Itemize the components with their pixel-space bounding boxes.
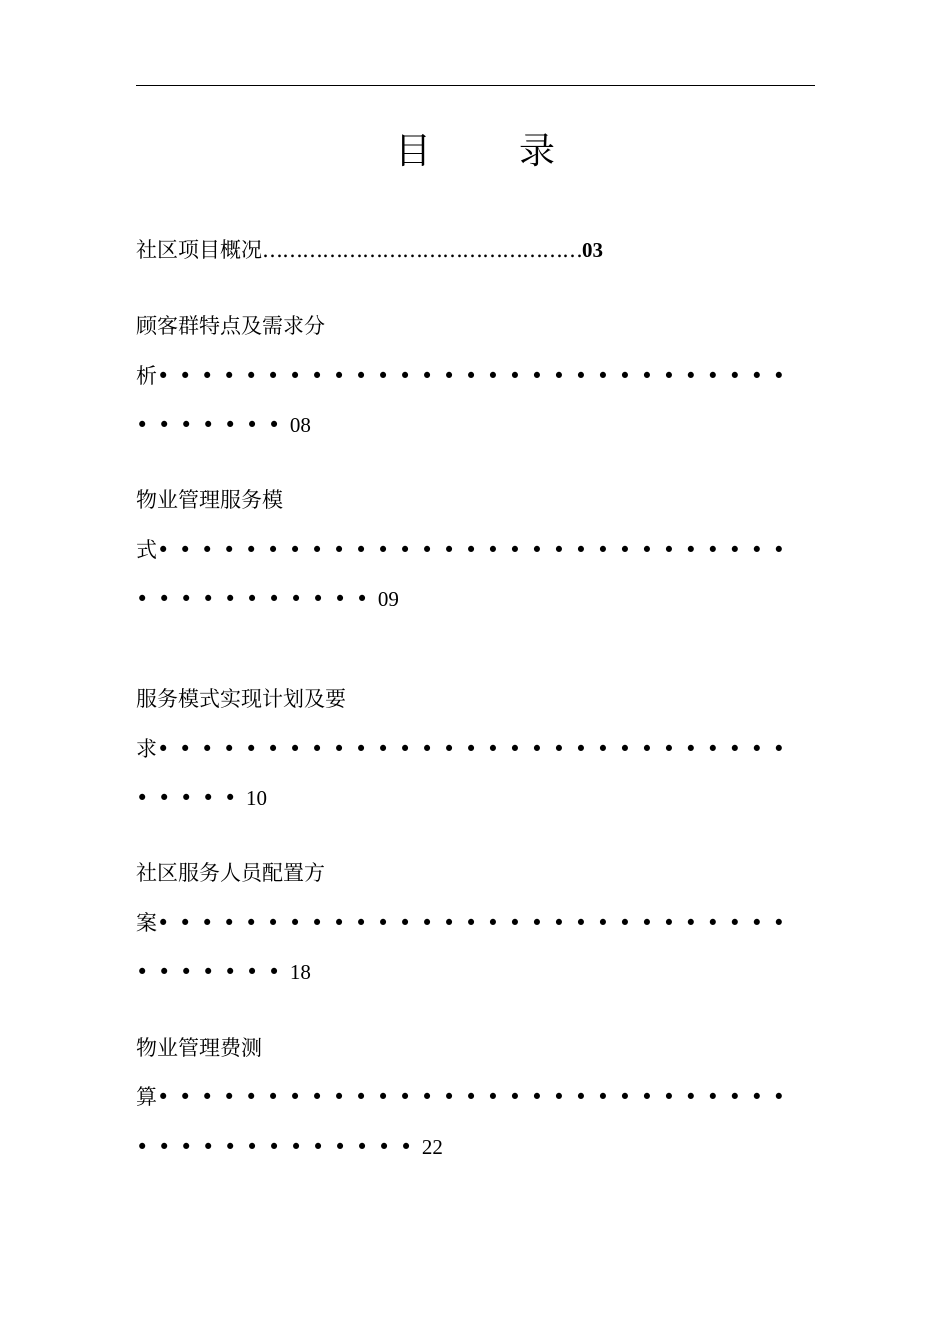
toc-title <box>0 128 950 176</box>
toc-entry-5-char: 案 <box>136 911 157 935</box>
toc-entry-2-char: 析 <box>136 364 157 388</box>
toc-entry-1-page: 03 <box>582 238 603 262</box>
toc-entry-6-dots-a: ••••••••••••••••••••••••••••• <box>157 1085 795 1109</box>
toc-entry-2-heading[interactable]: 顾客群特点及需求分 <box>136 314 325 338</box>
toc-title-char-1: 目 <box>394 131 431 172</box>
toc-entry-5-line-2 <box>136 909 795 937</box>
toc-entry-2-dots-a: ••••••••••••••••••••••••••••• <box>157 364 795 388</box>
toc-entry-4-line-2 <box>136 735 795 763</box>
toc-entry-3-dots-a: ••••••••••••••••••••••••••••• <box>157 538 795 562</box>
toc-entry-2-dots-b: ••••••• <box>136 413 290 437</box>
toc-entry-6-page: 22 <box>421 1135 443 1159</box>
toc-entry-2-line-3 <box>136 411 311 439</box>
toc-entry-3-dots-b: ••••••••••• <box>136 587 378 611</box>
toc-entry-4-dots-a: ••••••••••••••••••••••••••••• <box>157 737 795 761</box>
toc-entry-5-dots-b: ••••••• <box>136 960 290 984</box>
toc-title-char-2: 录 <box>519 131 556 172</box>
toc-entry-5-dots-a: ••••••••••••••••••••••••••••• <box>157 911 795 935</box>
toc-entry-3-heading[interactable]: 物业管理服务模 <box>136 488 283 512</box>
toc-entry-5-heading[interactable]: 社区服务人员配置方 <box>136 861 325 885</box>
toc-entry-4-heading[interactable]: 服务模式实现计划及要 <box>136 687 346 711</box>
toc-entry-4-char: 求 <box>136 737 157 761</box>
toc-entry-6-line-3 <box>136 1133 443 1161</box>
toc-entry-3-line-3 <box>136 585 399 613</box>
toc-entry-1-heading: 社区项目概况 <box>136 238 262 262</box>
toc-entry-6-heading[interactable]: 物业管理费测 <box>136 1036 262 1060</box>
toc-entry-3-char: 式 <box>136 538 157 562</box>
toc-entry-1[interactable] <box>136 236 603 264</box>
toc-entry-4-line-3 <box>136 784 267 812</box>
header-rule <box>136 85 815 86</box>
toc-entry-1-leader: ………………………………………… <box>262 238 582 262</box>
toc-entry-3-page: 09 <box>377 587 399 611</box>
toc-entry-5-line-3 <box>136 958 311 986</box>
toc-entry-4-dots-b: ••••• <box>136 786 246 810</box>
toc-entry-5-page: 18 <box>289 960 311 984</box>
toc-entry-4-page: 10 <box>245 786 267 810</box>
toc-entry-3-line-2 <box>136 536 795 564</box>
toc-entry-6-line-2 <box>136 1083 795 1111</box>
toc-entry-6-dots-b: ••••••••••••• <box>136 1135 422 1159</box>
toc-entry-2-line-2 <box>136 362 795 390</box>
toc-entry-2-page: 08 <box>289 413 311 437</box>
toc-entry-6-char: 算 <box>136 1085 157 1109</box>
